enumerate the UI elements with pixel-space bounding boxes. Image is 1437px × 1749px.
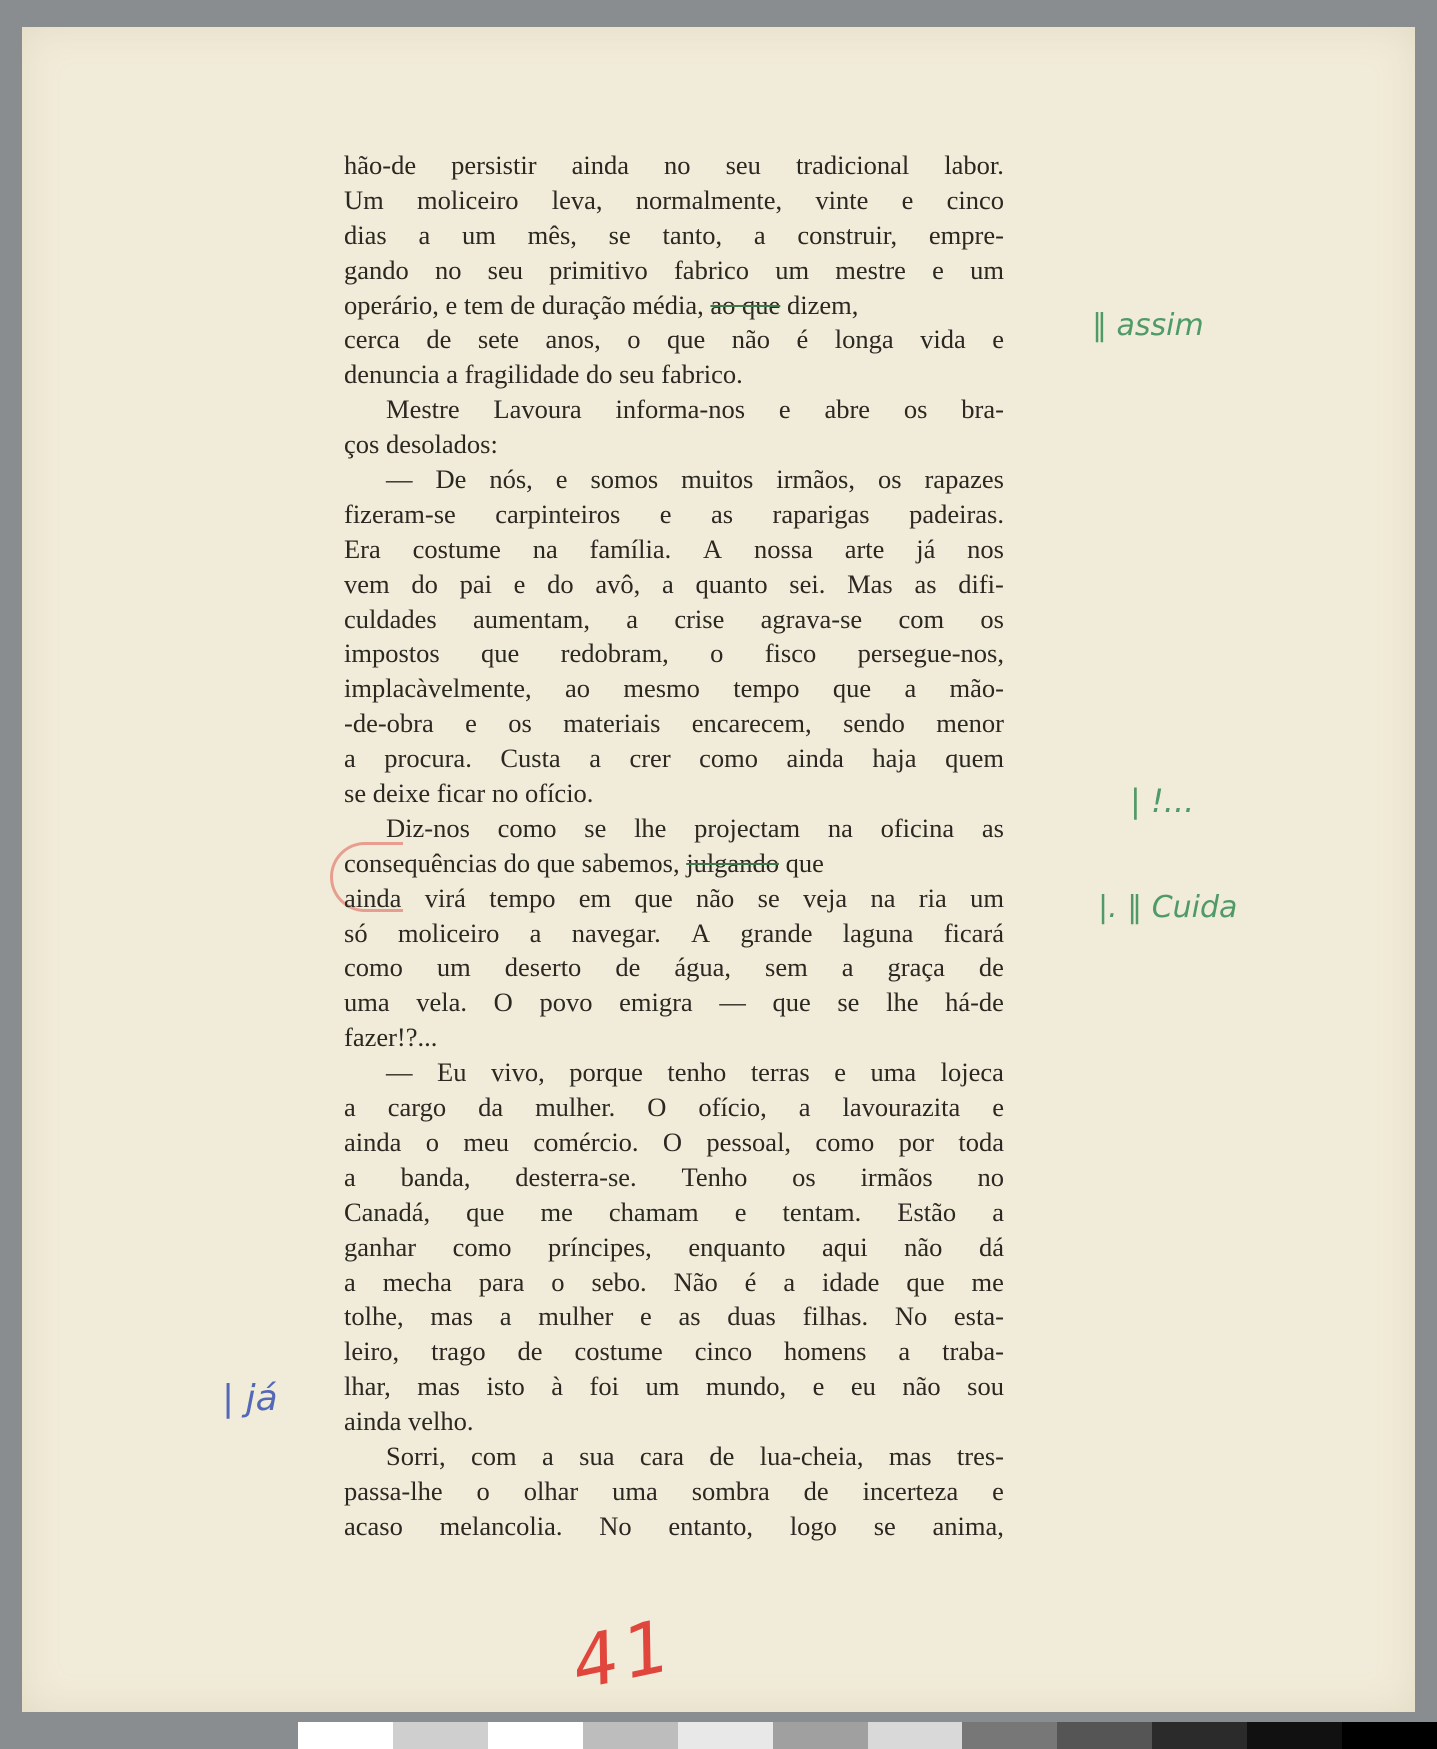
text-line: vem do pai e do avô, a quanto sei. Mas as difi- [344, 568, 1004, 599]
text-line: como um deserto de água, sem a graça de [344, 952, 1004, 983]
margin-note-exclaim: | !... [1130, 782, 1195, 820]
text-line: hão-de persistir ainda no seu tradicional labor. [344, 150, 1004, 180]
color-ruler [298, 1722, 1437, 1749]
text-line: ainda velho. [344, 1406, 474, 1437]
text-line: cerca de sete anos, o que não é longa vida e [344, 324, 1004, 355]
text-line: dias a um mês, se tanto, a construir, empre- [344, 219, 1004, 250]
text-line: se deixe ficar no ofício. [344, 778, 594, 809]
text-line: uma vela. O povo emigra — que se lhe há-de [344, 987, 1004, 1018]
text-line: gando no seu primitivo fabrico um mestre e um [344, 254, 1004, 285]
text-line: implacàvelmente, ao mesmo tempo que a mão- [344, 673, 1004, 704]
text-line: operário, e tem de duração média, ao que dizem, [344, 288, 1004, 323]
text-line: — De nós, e somos muitos irmãos, os rapazes [386, 464, 1004, 495]
text-line: fazer!?... [344, 1022, 438, 1053]
text-line: passa-lhe o olhar uma sombra de incerteza e [344, 1475, 1004, 1506]
text-line: fizeram-se carpinteiros e as raparigas padeiras. [344, 498, 1004, 529]
page-number: 41 [564, 1602, 684, 1706]
text-line: ganhar como príncipes, enquanto aqui não dá [344, 1231, 1004, 1262]
text-line: — Eu vivo, porque tenho terras e uma lojeca [386, 1057, 1004, 1088]
struck-word: ao que [710, 289, 781, 320]
text-line: ainda virá tempo em que não se veja na ria um [344, 882, 1004, 913]
text-line: Mestre Lavoura informa-nos e abre os bra- [386, 394, 1004, 425]
text-line: a procura. Custa a crer como ainda haja quem [344, 743, 1004, 774]
text-line: Diz-nos como se lhe projectam na oficina as [386, 812, 1004, 843]
struck-word: julgando [686, 847, 779, 878]
text-line: ços desolados: [344, 429, 498, 460]
text-line: denuncia a fragilidade do seu fabrico. [344, 359, 743, 390]
text-line: a mecha para o sebo. Não é a idade que me [344, 1266, 1004, 1297]
text-line: -de-obra e os materiais encarecem, sendo menor [344, 708, 1004, 739]
text-line: Canadá, que me chamam e tentam. Estão a [344, 1196, 1004, 1227]
text-line: ainda o meu comércio. O pessoal, como por toda [344, 1126, 1004, 1157]
text-line: culdades aumentam, a crise agrava-se com os [344, 603, 1004, 634]
text-line: Era costume na família. A nossa arte já nos [344, 533, 1004, 564]
text-line: lhar, mas isto à foi um mundo, e eu não sou [344, 1371, 1004, 1402]
text-line: a cargo da mulher. O ofício, a lavourazita e [344, 1092, 1004, 1123]
text-line: tolhe, mas a mulher e as duas filhas. No esta- [344, 1301, 1004, 1332]
text-line: a banda, desterra-se. Tenho os irmãos no [344, 1161, 1004, 1192]
margin-note-ja: | já [222, 1378, 278, 1419]
text-line: só moliceiro a navegar. A grande laguna ficará [344, 917, 1004, 948]
text-line: impostos que redobram, o fisco persegue-nos, [344, 638, 1004, 669]
text-line: Sorri, com a sua cara de lua-cheia, mas tres- [386, 1440, 1004, 1471]
margin-note-assim: ‖ assim [1092, 308, 1204, 343]
text-line: acaso melancolia. No entanto, logo se anima, [344, 1510, 1004, 1541]
text-line: Um moliceiro leva, normalmente, vinte e cinco [344, 184, 1004, 215]
body-text [344, 148, 1004, 1544]
text-line: leiro, trago de costume cinco homens a traba- [344, 1336, 1004, 1367]
margin-note-cuida: |. ‖ Cuida [1098, 890, 1238, 925]
text-line: consequências do que sabemos, julgando que [344, 846, 1004, 881]
